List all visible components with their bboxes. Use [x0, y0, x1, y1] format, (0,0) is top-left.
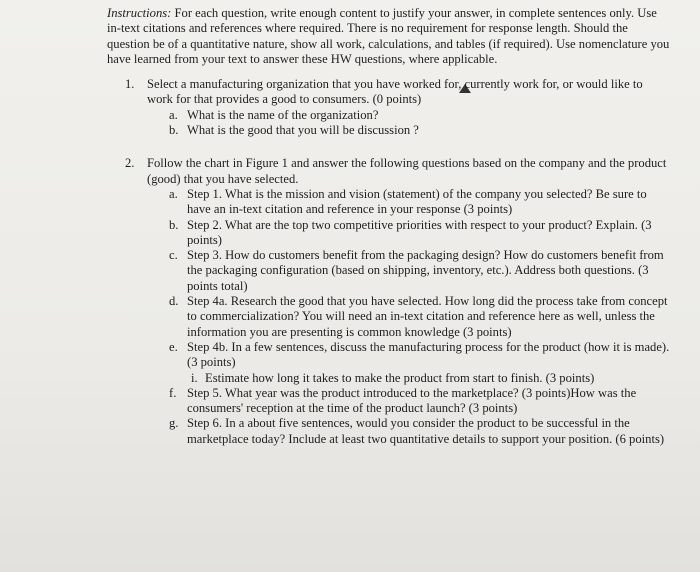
question-2e-text: Step 4b. In a few sentences, discuss the manufacturing process for the product (how it is made). (3 points)	[187, 339, 670, 370]
question-2-number: 2.	[125, 156, 135, 171]
question-1b-text: What is the good that you will be discussion ?	[187, 123, 419, 138]
question-1a	[147, 108, 670, 123]
question-2c	[147, 248, 670, 294]
question-2e-i-text: Estimate how long it takes to make the product from start to finish. (3 points)	[205, 370, 595, 385]
question-2d	[147, 294, 670, 340]
question-2f-label: f.	[169, 385, 177, 400]
question-2e	[147, 340, 670, 371]
question-2f	[147, 386, 670, 417]
instructions-lead: Instructions:	[107, 6, 172, 20]
question-2g-label: g.	[169, 416, 179, 431]
question-2d-label: d.	[169, 294, 179, 309]
question-2	[107, 156, 670, 447]
question-2b	[147, 218, 670, 249]
question-2a-text: Step 1. What is the mission and vision (statement) of the company you selected? Be sure to have an in-text citation and reference in your response (3 points)	[187, 186, 647, 217]
question-2a-label: a.	[169, 186, 178, 201]
question-2e-label: e.	[169, 339, 178, 354]
question-1-text: Select a manufacturing organization that you have worked for, currently work for, or would like to work for that provides a good to consumers. (0 points)	[147, 77, 643, 107]
question-1a-text: What is the name of the organization?	[187, 107, 379, 122]
question-1b	[147, 123, 670, 138]
instructions-paragraph	[107, 6, 670, 67]
question-1-number: 1.	[125, 77, 135, 92]
question-2g	[147, 416, 670, 447]
question-2-text: Follow the chart in Figure 1 and answer the following questions based on the company and the product (good) that you have selected.	[147, 156, 667, 186]
question-1b-label: b.	[169, 123, 179, 138]
question-2c-text: Step 3. How do customers benefit from the packaging design? How do customers benefit from the packaging configuration (based on shipping, inventory, etc.). Address both questions. (3 points total)	[187, 248, 664, 293]
instructions-body: For each question, write enough content to justify your answer, in complete sentences only. Use in-text citations and references where required. There is no requirement for response length. Should the question be of a quantitative nature, show all work, calculations, and tables (if required). Use nomenclature you have learned from your text to answer these HW questions, where applicable.	[107, 6, 670, 66]
question-2f-text: Step 5. What year was the product introduced to the marketplace? (3 points)How was the consumers' reception at the time of the product launch? (3 points)	[187, 385, 637, 416]
question-1a-label: a.	[169, 107, 178, 122]
question-2e-i	[147, 371, 670, 386]
question-2d-text: Step 4a. Research the good that you have selected. How long did the process take from concept to commercialization? You will need an in-text citation and reference here as well, unless the information you are presenting is common knowledge (3 points)	[187, 294, 668, 339]
question-2b-label: b.	[169, 217, 179, 232]
question-2g-text: Step 6. In a about five sentences, would you consider the product to be successful in the marketplace today? Include at least two quantitative details to support your position. (6 points)	[187, 416, 665, 446]
question-1	[107, 77, 670, 138]
question-2a	[147, 187, 670, 218]
question-list	[107, 77, 670, 447]
question-2c-label: c.	[169, 248, 178, 263]
question-2e-i-label: i.	[191, 370, 198, 385]
question-2b-text: Step 2. What are the top two competitive priorities with respect to your product? Explain. (3 points)	[187, 217, 652, 247]
